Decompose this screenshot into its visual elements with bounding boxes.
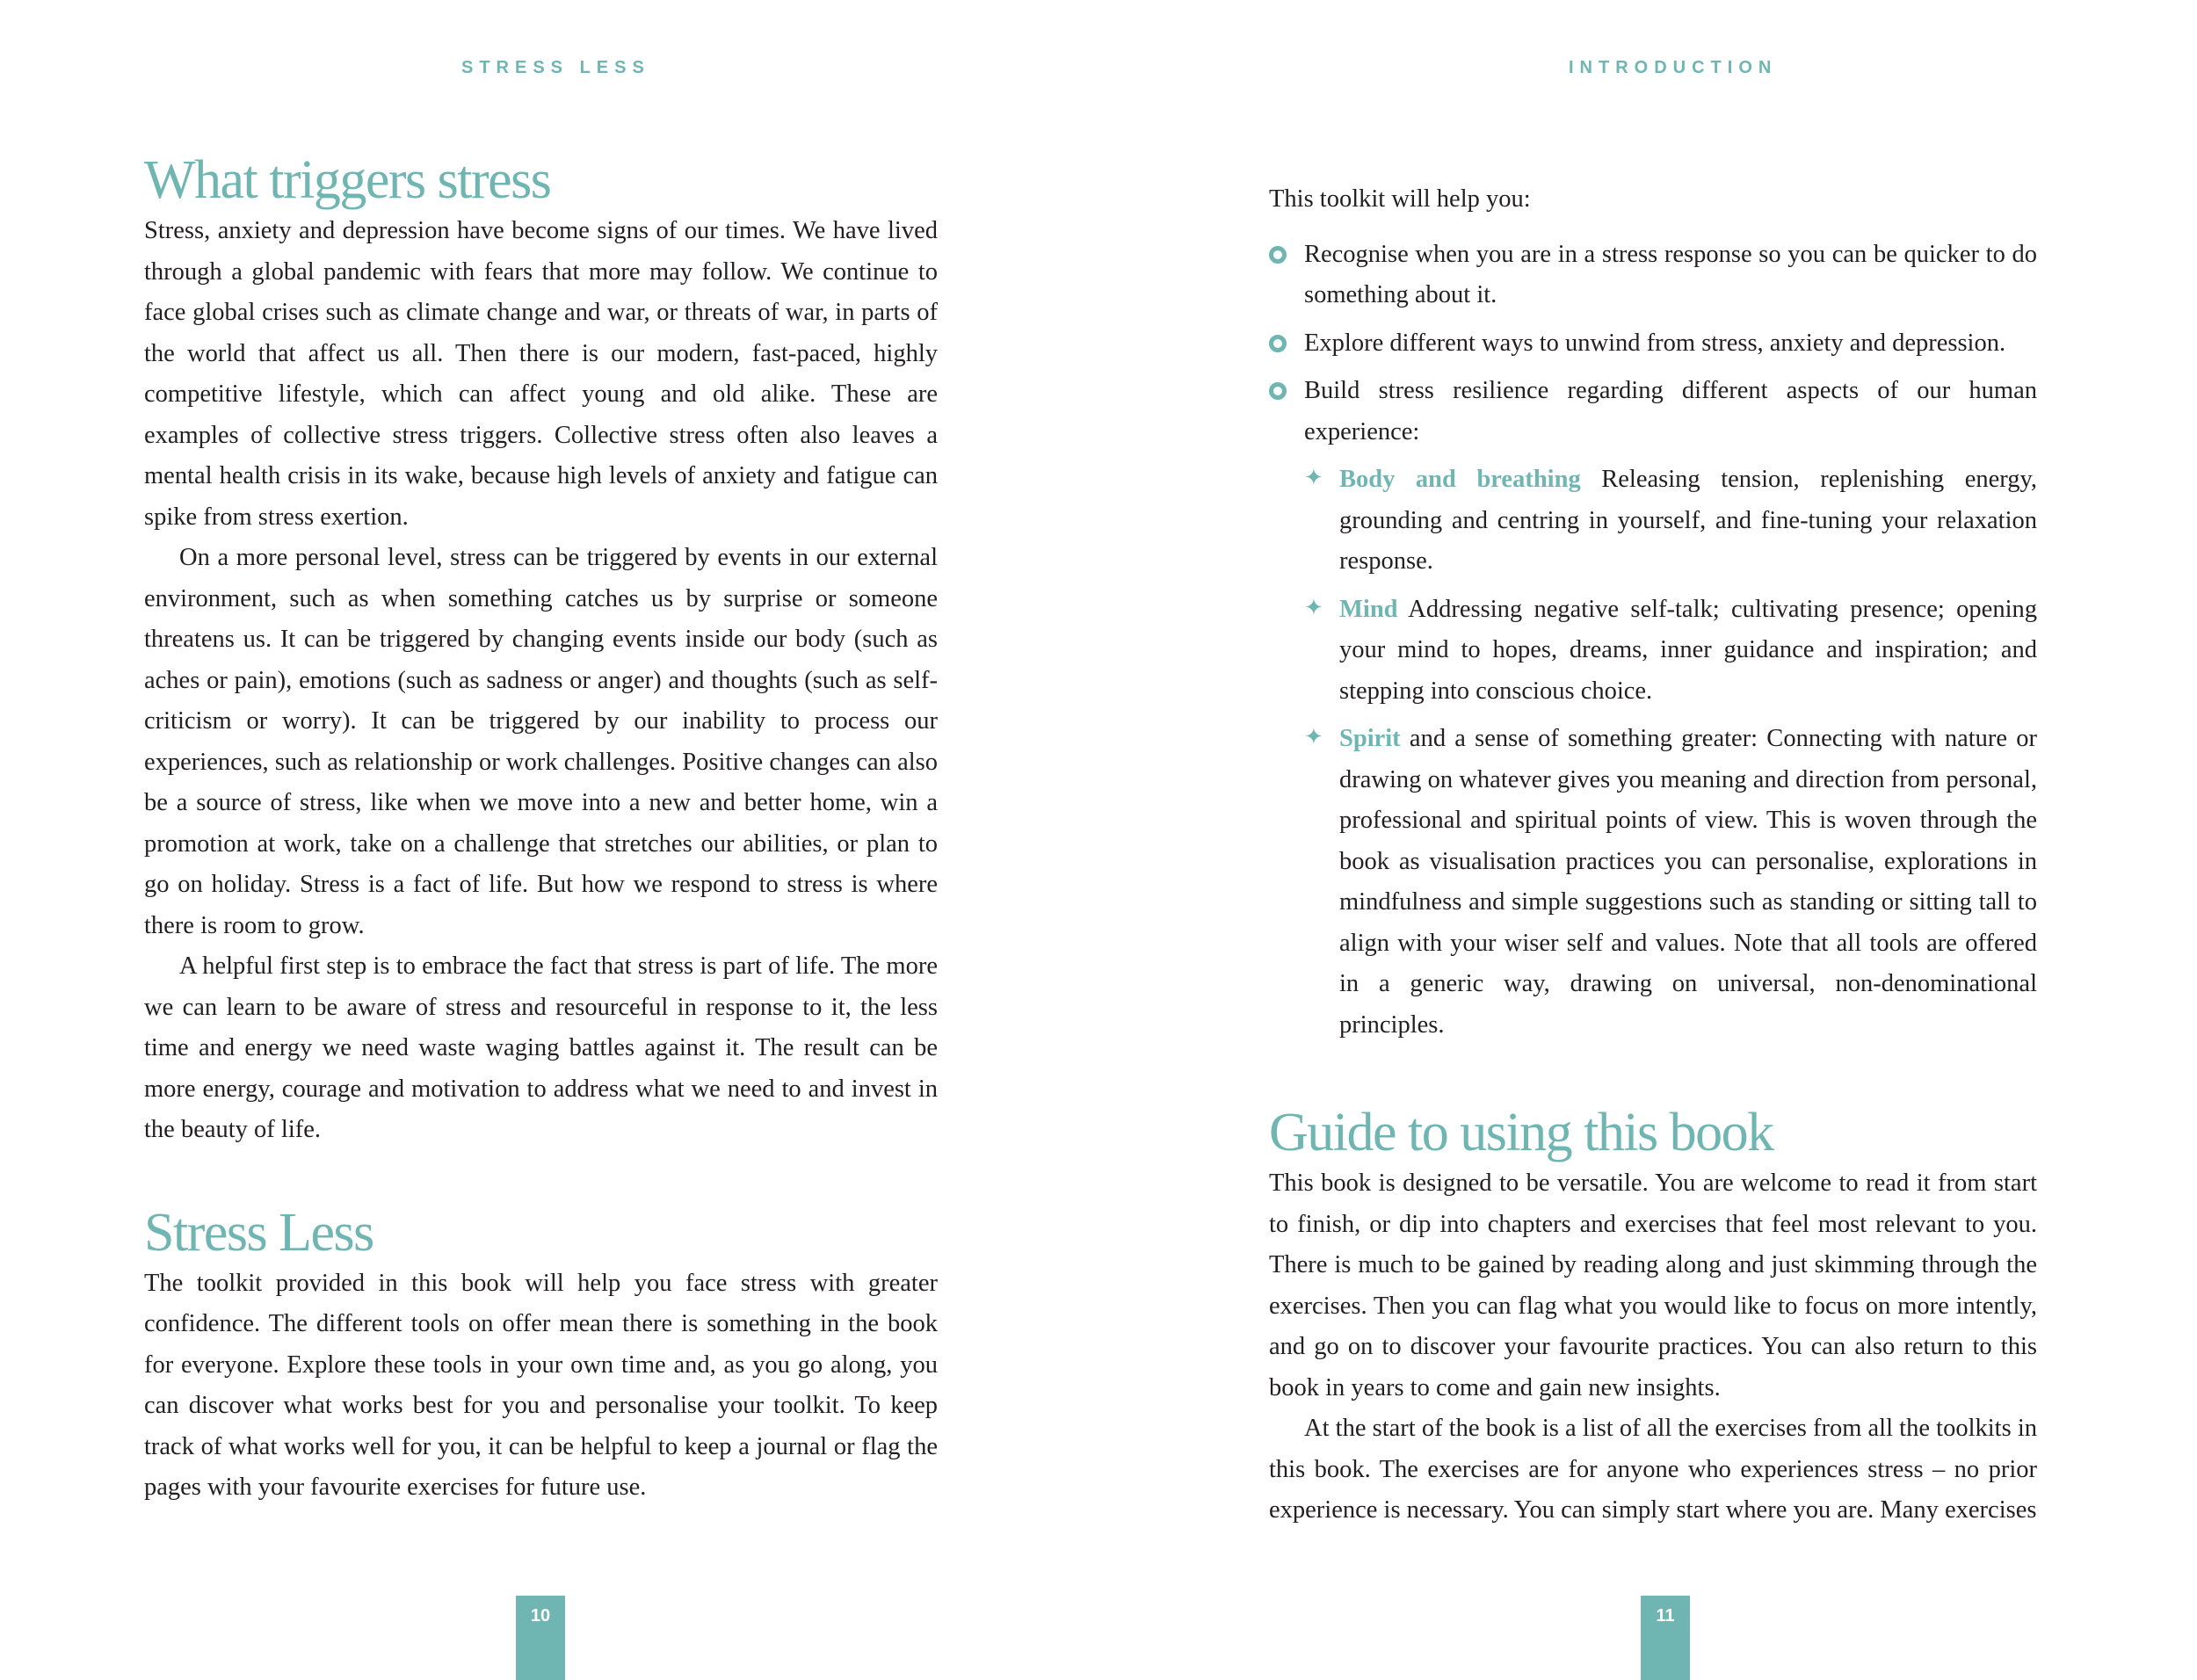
right-text-column [1269,179,2037,1532]
list-item [1269,323,2037,365]
four-point-star-icon: ✦ [1304,465,1323,491]
page-number: 10 [516,1596,565,1680]
list-item [1269,235,2037,316]
running-head: INTRODUCTION [1569,58,1778,77]
sub-list-item [1304,590,2037,713]
term-spirit: Spirit [1339,725,1401,752]
sub-list-item-text [1339,719,2037,1046]
sub-list-item [1304,719,2037,1046]
section-heading-what-triggers-stress: What triggers stress [144,150,551,210]
term-mind: Mind [1339,595,1398,623]
term-description: Releasing tension, replenishing energy, grounding and centring in yourself, and fine-tuning your relaxation response. [1339,466,2037,575]
list-item-text: Explore different ways to unwind from stress, anxiety and depression. [1304,329,2006,357]
body-paragraph: The toolkit provided in this book will help you face stress with greater confidence. The different tools on offer mean there is something in the book for everyone. Explore these tools in your own time and, as you go along, you can discover what works best for you and personalise your toolkit. To keep track of what works well for you, it can be helpful to keep a journal or flag the pages with your favourite exercises for future use. [144,1269,938,1501]
running-head: STRESS LESS [461,58,650,77]
four-point-star-icon: ✦ [1304,724,1323,750]
ring-bullet-icon [1269,246,1287,264]
sub-list-item-text [1339,460,2037,583]
body-paragraph: Stress, anxiety and depression have become signs of our times. We have lived through a global pandemic with fears that more may follow. We continue to face global crises such as climate change and war, or threats of war, in parts of the world that affect us all. Then there is our modern, fast-paced, highly competitive lifestyle, which can affect young and old alike. These are examples of collective stress triggers. Collective stress often also leaves a mental health crisis in its wake, because high levels of anxiety and fatigue can spike from stress exertion. [144,217,938,531]
term-description: Addressing negative self-talk; cultivating presence; opening your mind to hopes, dreams, inner guidance and inspiration; and stepping into conscious choice. [1339,595,2037,705]
toolkit-intro: This toolkit will help you: [1269,185,1531,213]
body-paragraph: A helpful first step is to embrace the fact that stress is part of life. The more we can learn to be aware of stress and resourceful in response to it, the less time and energy we need waste waging battles against it. The result can be more energy, courage and motivation to address what we need to and invest in the beauty of life. [144,952,938,1143]
body-paragraph: This book is designed to be versatile. You are welcome to read it from start to finish, or dip into chapters and exercises that feel most relevant to you. There is much to be gained by reading along and just skimming through the exercises. Then you can flag what you would like to focus on more intently, and go on to discover your favourite practices. You can also return to this book in years to come and gain new insights. [1269,1169,2037,1401]
section-heading-stress-less: Stress Less [144,1202,373,1263]
right-page [1098,0,2197,1680]
list-item-text: Recognise when you are in a stress response so you can be quicker to do something about it. [1304,240,2037,308]
list-item [1269,371,2037,1046]
body-paragraph: At the start of the book is a list of all the exercises from all the toolkits in this book. The exercises are for anyone who experiences stress – no prior experience is necessary. You can simply start where you are. Many exercises [1269,1415,2037,1524]
ring-bullet-icon [1269,382,1287,400]
term-body-and-breathing: Body and breathing [1339,466,1581,493]
four-point-star-icon: ✦ [1304,594,1323,621]
left-text-column [144,149,938,1509]
term-description: and a sense of something greater: Connecting with nature or drawing on whatever gives you meaning and direction from personal, professional and spiritual points of view. This is woven through the book as visualisation practices you can personalise, explorations in mindfulness and simple suggestions such as standing or sitting tall to align with your wiser self and values. Note that all tools are offered in a generic way, drawing on universal, non-denominational principles. [1339,725,2037,1039]
aspects-sub-list [1304,460,2037,1046]
toolkit-bullet-list [1269,235,2037,1046]
sub-list-item [1304,460,2037,583]
section-heading-guide-to-using-this-book: Guide to using this book [1269,1103,1773,1162]
sub-list-item-text [1339,590,2037,713]
body-paragraph: On a more personal level, stress can be triggered by events in our external environment, such as when something catches us by surprise or someone threatens us. It can be triggered by changing events inside our body (such as aches or pain), emotions (such as sadness or anger) and thoughts (such as self-criticism or worry). It can be triggered by our inability to process our experiences, such as relationship or work challenges. Positive changes can also be a source of stress, like when we move into a new and better home, win a promotion at work, take on a challenge that stretches our abilities, or plan to go on holiday. Stress is a fact of life. But how we respond to stress is where there is room to grow. [144,544,938,939]
left-page [0,0,1098,1680]
ring-bullet-icon [1269,335,1287,352]
list-item-text: Build stress resilience regarding different aspects of our human experience: [1304,377,2037,445]
page-number: 11 [1641,1596,1690,1680]
